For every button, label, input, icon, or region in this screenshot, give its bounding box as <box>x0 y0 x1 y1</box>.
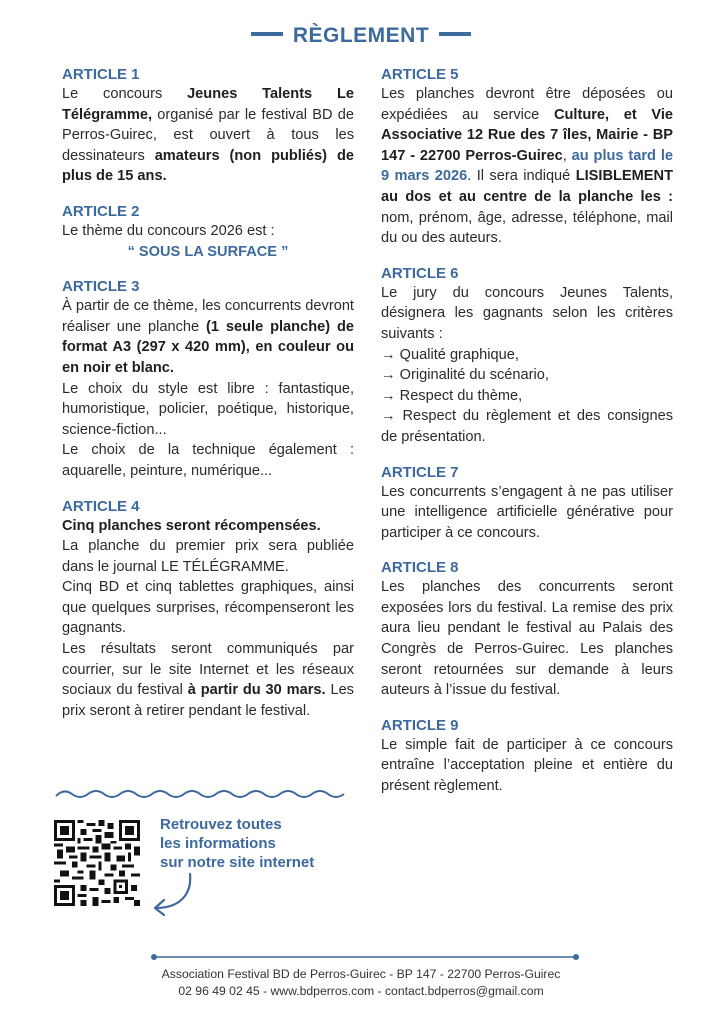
bold-text: Jeunes Talents Le Télégramme, <box>62 86 354 123</box>
title-dash-right <box>439 32 471 36</box>
article-heading: ARTICLE 6 <box>381 264 459 282</box>
bold-text: amateurs (non publiés) de plus de 15 ans. <box>62 147 354 185</box>
criteria-item: → Qualité graphique, <box>381 346 519 363</box>
article-body: Les concurrents s’engagent à ne pas utiliser une intelligence artificielle générative pour participer à ce concours. <box>381 483 673 541</box>
article-body <box>62 516 354 537</box>
article-5 <box>381 66 673 249</box>
title-dash-left <box>251 32 283 36</box>
article-heading: ARTICLE 4 <box>62 497 140 515</box>
article-2 <box>62 203 354 262</box>
text: nom, prénom, âge, adresse, téléphone, mail du ou des auteurs. <box>381 209 673 247</box>
left-column <box>62 66 354 737</box>
article-4 <box>62 498 354 722</box>
text: Le concours <box>62 86 188 102</box>
text: À partir de ce thème, les concurrents devront réaliser une planche <box>62 298 354 335</box>
contest-theme: “ SOUS LA SURFACE ” <box>127 243 289 260</box>
text: organisé par le festival BD de Perros-Guirec, est ouvert à tous les dessinateurs <box>62 106 354 164</box>
article-body <box>62 639 354 721</box>
text: , <box>562 147 572 164</box>
article-heading: ARTICLE 3 <box>62 278 140 296</box>
footer-address: Association Festival BD de Perros-Guirec - BP 147 - 22700 Perros-Guirec <box>161 967 561 981</box>
bold-text: à partir du 30 mars. <box>187 682 326 699</box>
text: Les résultats seront communiqués par courrier, sur le site Internet et les réseaux sociaux du festival <box>62 641 354 699</box>
article-1 <box>62 66 354 187</box>
article-body: Le simple fait de participer à ce concours entraîne l’acceptation pleine et entière du présent règlement. <box>381 736 673 795</box>
text: Les planches devront être déposées ou expédiées au service <box>381 86 673 123</box>
article-7 <box>381 464 673 544</box>
bold-text: (1 seule planche) de format A3 (297 x 420 mm), en couleur ou en noir et blanc. <box>62 318 355 376</box>
article-6 <box>381 265 673 448</box>
qr-caption-line: les informations <box>160 835 276 852</box>
wave-divider-icon <box>54 786 350 802</box>
text: Les prix seront à retirer pendant le festival. <box>62 682 354 719</box>
article-heading: ARTICLE 2 <box>62 202 140 220</box>
article-body <box>62 296 354 378</box>
article-body: Le thème du concours 2026 est : <box>62 222 275 239</box>
bold-text: LISIBLEMENT au dos et au centre de la planche les : <box>381 168 673 205</box>
article-body <box>381 84 673 249</box>
article-heading: ARTICLE 1 <box>62 66 140 83</box>
bold-text: Culture, et Vie Associative 12 Rue des 7 îles, Mairie - BP 147 - 22700 Perros-Guirec <box>381 106 674 164</box>
criteria-item: → Originalité du scénario, <box>381 367 549 384</box>
qr-caption-line: Retrouvez toutes <box>160 816 282 833</box>
article-body: La planche du premier prix sera publiée dans le journal LE TÉLÉGRAMME. <box>62 538 354 575</box>
page-title <box>0 24 722 48</box>
bold-text: Cinq planches seront récompensées. <box>62 517 321 534</box>
article-heading: ARTICLE 8 <box>381 559 459 577</box>
title-text: RÈGLEMENT <box>292 24 430 47</box>
qr-caption-line: sur notre site internet <box>160 854 315 871</box>
footer-divider <box>150 952 580 962</box>
curved-arrow-icon <box>150 872 210 918</box>
qr-caption <box>160 815 314 872</box>
article-body: Cinq BD et cinq tablettes graphiques, ainsi que quelques surprises, récompenseront les gagnants. <box>62 579 354 637</box>
footer-contact: 02 96 49 02 45 - www.bdperros.com - contact.bdperros@gmail.com <box>178 984 544 998</box>
article-8 <box>381 559 673 701</box>
deadline-text: au plus tard le 9 mars 2026 <box>381 147 674 185</box>
text: . Il sera indiqué <box>467 168 576 185</box>
article-heading: ARTICLE 5 <box>381 66 459 83</box>
article-heading: ARTICLE 9 <box>381 716 459 734</box>
article-body: Le choix de la technique également : aquarelle, peinture, numérique... <box>62 442 354 479</box>
article-body: Le jury du concours Jeunes Talents, désignera les gagnants selon les critères suivants : <box>381 284 673 342</box>
criteria-item: → Respect du thème, <box>381 387 523 404</box>
right-column <box>381 66 673 813</box>
article-heading: ARTICLE 7 <box>381 463 459 481</box>
article-body: Le choix du style est libre : fantastique, humoristique, policier, poétique, historique, science-fiction... <box>62 380 354 438</box>
article-body <box>62 84 354 187</box>
article-body: Les planches des concurrents seront exposées lors du festival. La remise des prix aura lieu pendant le festival au Palais des Congrès de Perros-Guirec. Les planches seront retournées sur demande à leurs auteurs à l’issue du festival. <box>381 579 673 699</box>
qr-code-icon[interactable] <box>54 820 140 906</box>
article-9 <box>381 717 673 797</box>
criteria-item: → Respect du règlement et des consignes de présentation. <box>381 408 673 445</box>
article-3 <box>62 278 354 481</box>
